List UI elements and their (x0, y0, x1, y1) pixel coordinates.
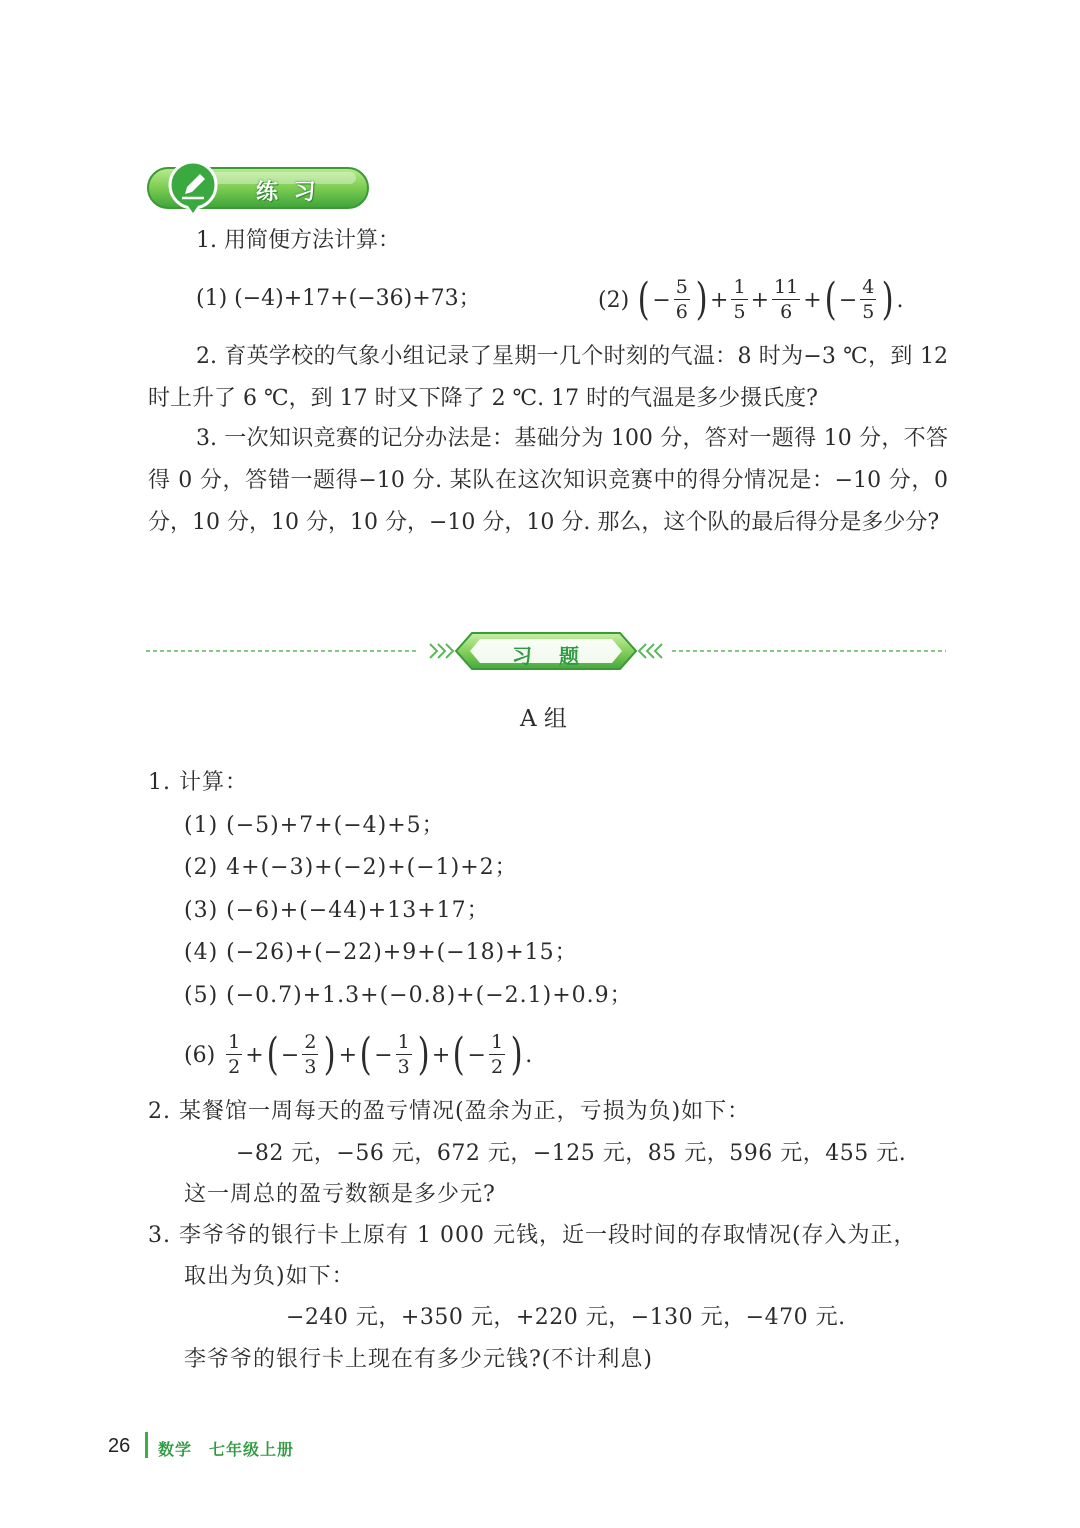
exercise-1-item-1: (1) (−5)+7+(−4)+5； (184, 813, 445, 838)
exercise-3-intro-line2: 取出为负)如下： (184, 1264, 355, 1289)
exercise-1-intro: 1. 计算： (148, 770, 248, 795)
book-title: 数学 七年级上册 (158, 1442, 295, 1459)
fraction: $\frac{5}{6}$ (675, 276, 688, 323)
practice-banner-title: 练 习 (256, 180, 320, 205)
fraction: $\frac{1}{5}$ (733, 276, 746, 323)
group-title: A 组 (520, 706, 567, 732)
fraction: $\frac{1}{3}$ (397, 1031, 410, 1078)
fraction: $\frac{4}{5}$ (862, 276, 875, 323)
exercise-1-item-3: (3) (−6)+(−44)+13+17； (184, 898, 490, 923)
exercise-1-item-5: (5) (−0.7)+1.3+(−0.8)+(−2.1)+0.9； (184, 983, 633, 1008)
exercise-3-question: 李爷爷的银行卡上现在有多少元钱?(不计利息) (184, 1347, 653, 1372)
exercise-3-values: −240 元，+350 元，+220 元，−130 元，−470 元. (286, 1305, 846, 1330)
exercise-1-item-4: (4) (−26)+(−22)+9+(−18)+15； (184, 940, 578, 965)
exercise-3-intro-line1: 3. 李爷爷的银行卡上原有 1 000 元钱，近一段时间的存取情况(存入为正， (148, 1223, 917, 1248)
exercise-2-intro: 2. 某餐馆一周每天的盈亏情况(盈余为正，亏损为负)如下： (148, 1099, 751, 1124)
practice-q3: 3. 一次知识竞赛的记分办法是：基础分为 100 分，答对一题得 10 分，不答得 0 分，答错一题得−10 分. 某队在这次知识竞赛中的得分情况是：−10 分，0 分，10 分，10 分，10 分，−10 分，10 分. 那么，这个队的最后得分是多少分? (148, 426, 948, 535)
exercise-1-item-6-label: (6) (184, 1042, 216, 1068)
exercise-2-values: −82 元，−56 元，672 元，−125 元，85 元，596 元，455 元. (236, 1141, 907, 1166)
pencil-icon (168, 160, 218, 216)
practice-q1-part2: (2) ( − $\frac{5}{6}$ ) + $\frac{1}{5}$ + $\frac{11}{6}$ + ( − $\frac{4}{5}$ ) . (598, 274, 904, 325)
fraction: $\frac{1}{2}$ (228, 1031, 241, 1078)
practice-q1-part1: (1) (−4)+17+(−36)+73； (196, 286, 481, 311)
practice-banner (146, 160, 370, 216)
practice-q1-intro: 1. 用简便方法计算： (196, 228, 400, 253)
fraction: $\frac{11}{6}$ (774, 276, 799, 323)
fraction: $\frac{1}{2}$ (490, 1031, 504, 1078)
exercise-1-item-6: (6) $\frac{1}{2}$ + ( − $\frac{2}{3}$ ) + ( − $\frac{1}{3}$ ) + ( − $\frac{1}{2}$ ) . (184, 1029, 533, 1080)
practice-q2: 2. 育英学校的气象小组记录了星期一几个时刻的气温：8 时为−3 ℃，到 12 时上升了 6 ℃，到 17 时又下降了 2 ℃. 17 时的气温是多少摄氏度? (148, 344, 948, 411)
page-number: 26 (108, 1435, 131, 1457)
practice-q1-part2-label: (2) (598, 287, 630, 313)
exercise-1-item-2: (2) 4+(−3)+(−2)+(−1)+2； (184, 855, 518, 880)
exercises-banner-title: 习 题 (512, 644, 589, 668)
exercise-2-question: 这一周总的盈亏数额是多少元? (184, 1182, 496, 1207)
fraction: $\frac{2}{3}$ (304, 1031, 317, 1078)
footer-divider (145, 1432, 148, 1458)
exercises-divider (146, 630, 946, 676)
